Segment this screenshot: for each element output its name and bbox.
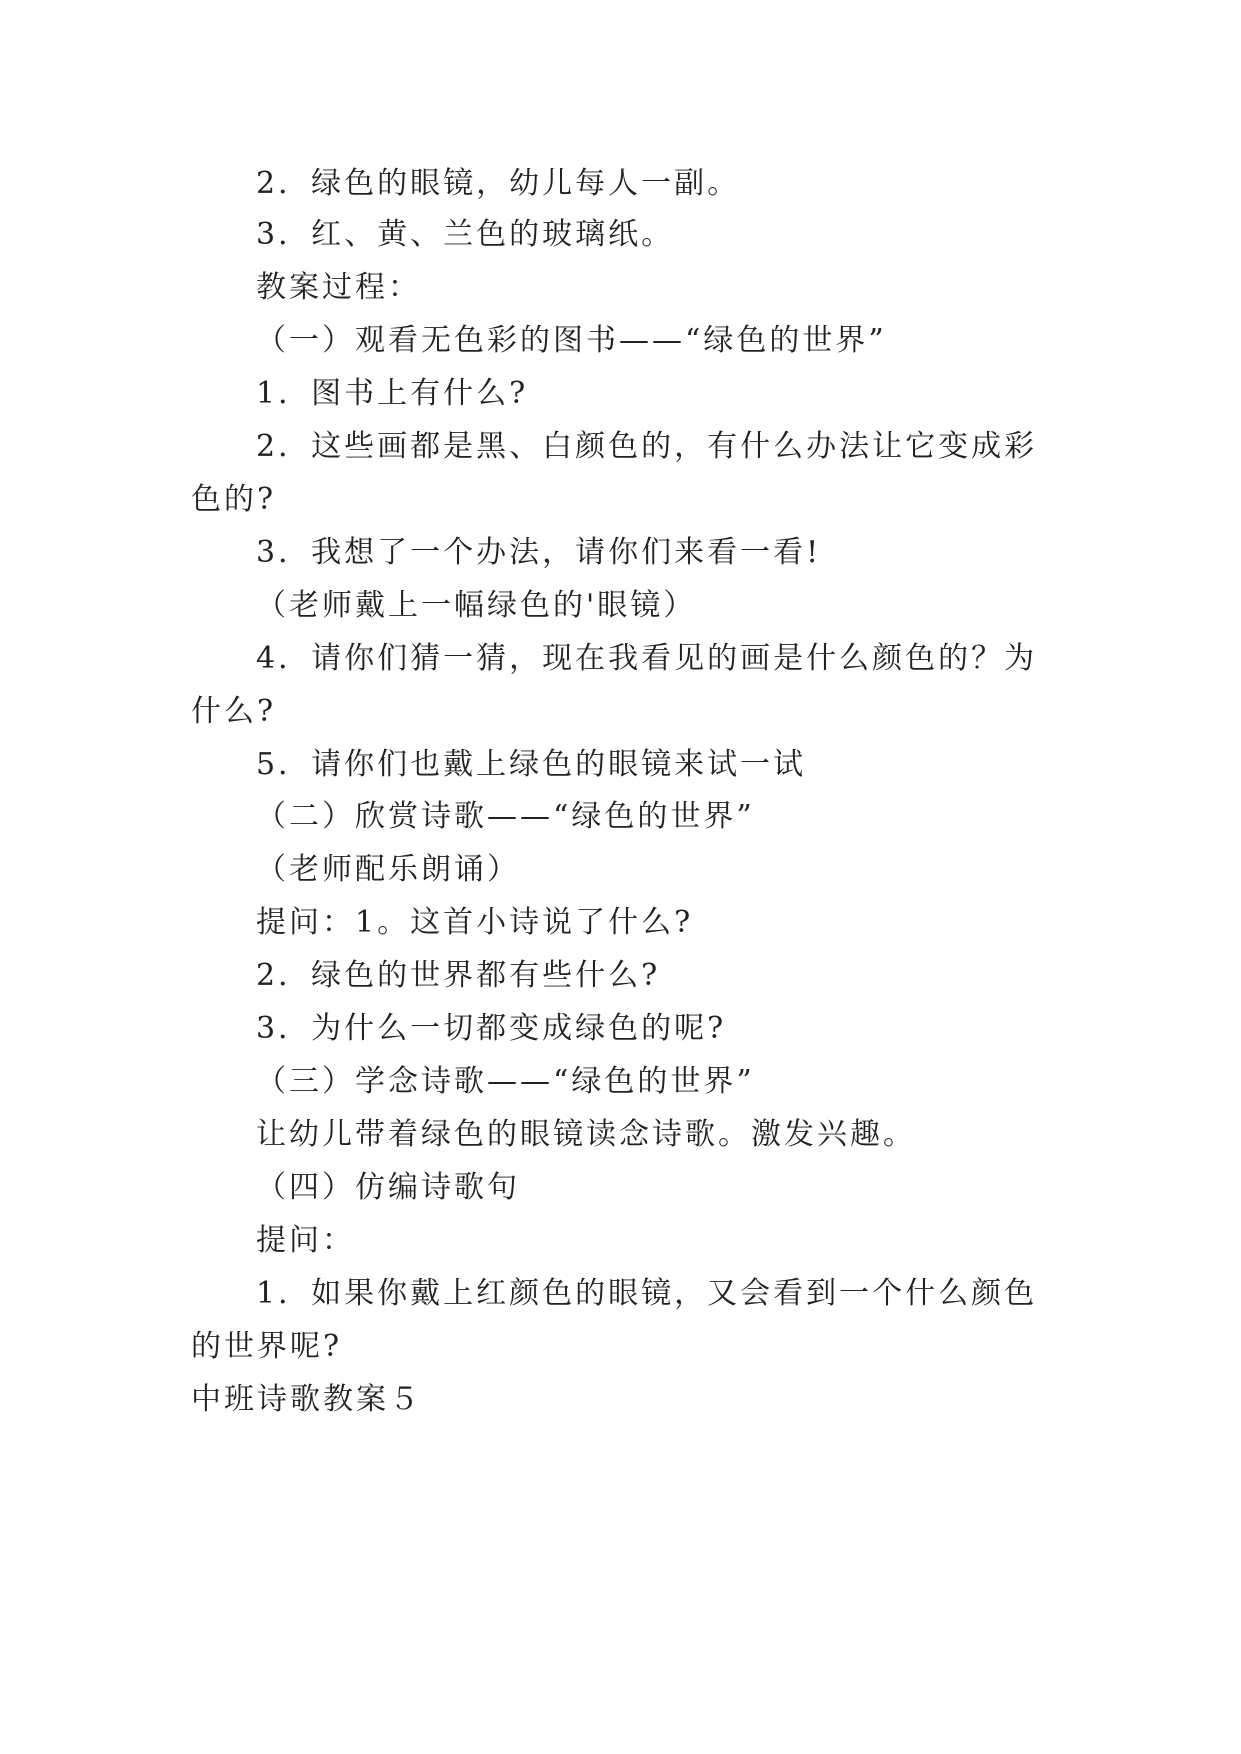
text-line: （老师戴上一幅绿色的'眼镜） <box>256 588 697 623</box>
text-line: 提问：1。这首小诗说了什么? <box>256 905 694 940</box>
text-line: 4．请你们猜一猜，现在我看见的画是什么颜色的？为 <box>256 641 1038 676</box>
section-heading: （一）观看无色彩的图书——“绿色的世界” <box>256 323 887 358</box>
text-line: 3．红、黄、兰色的玻璃纸。 <box>256 217 675 252</box>
text-line: 3．我想了一个办法，请你们来看一看! <box>256 535 822 570</box>
text-line: 2．绿色的眼镜，幼儿每人一副。 <box>256 166 741 201</box>
text-line: 3．为什么一切都变成绿色的呢? <box>256 1011 727 1046</box>
text-line: 让幼儿带着绿色的眼镜读念诗歌。激发兴趣。 <box>256 1117 916 1152</box>
text-line: 的世界呢? <box>191 1329 343 1364</box>
text-line: 提问： <box>256 1223 355 1258</box>
text-line: 什么? <box>191 694 277 729</box>
text-line: 2．这些画都是黑、白颜色的，有什么办法让它变成彩 <box>256 429 1038 464</box>
text-line: （老师配乐朗诵） <box>256 852 520 887</box>
text-line: 色的? <box>191 482 277 517</box>
text-line: 5．请你们也戴上绿色的眼镜来试一试 <box>256 747 807 782</box>
text-line: 教案过程： <box>256 270 421 305</box>
section-heading: （三）学念诗歌——“绿色的世界” <box>256 1064 755 1099</box>
section-heading: （四）仿编诗歌句 <box>256 1170 520 1205</box>
section-heading: （二）欣赏诗歌——“绿色的世界” <box>256 799 755 834</box>
document-title: 中班诗歌教案５ <box>191 1382 422 1417</box>
text-line: 1．如果你戴上红颜色的眼镜，又会看到一个什么颜色 <box>256 1276 1038 1311</box>
text-line: 1．图书上有什么? <box>256 376 529 411</box>
text-line: 2．绿色的世界都有些什么? <box>256 958 661 993</box>
